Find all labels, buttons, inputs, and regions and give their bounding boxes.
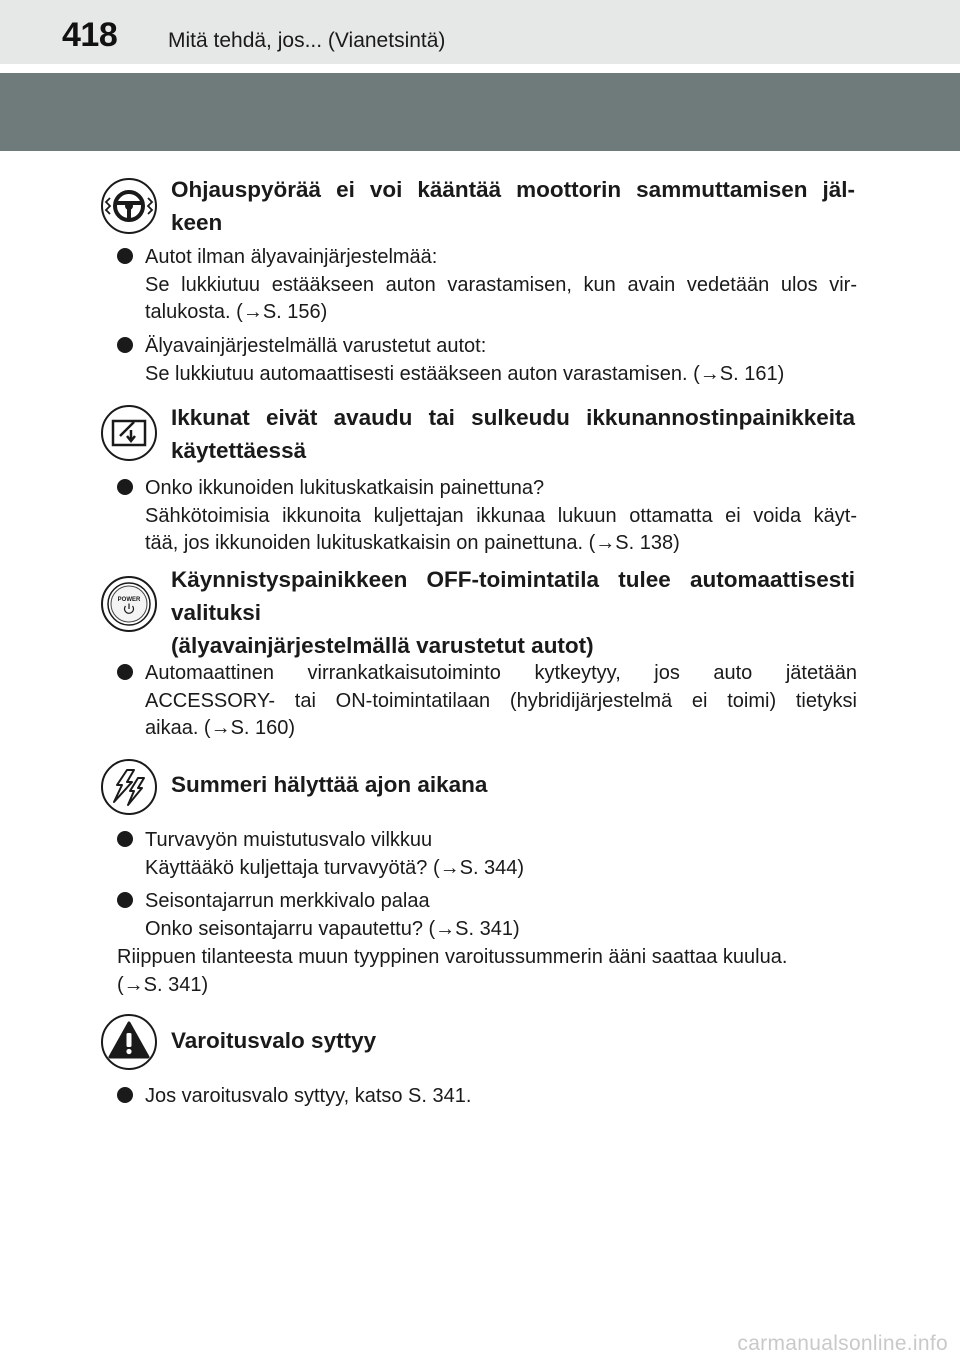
section-heading: Ohjauspyörää ei voi kääntää moottorin sammuttamisen jäl- keen <box>171 177 855 235</box>
warning-icon <box>100 1013 158 1071</box>
list-item: Automaattinen virrankatkaisutoiminto kytkeytyy, jos auto jätetään ACCESSORY- tai ON-toimintatilaan (hybridijärjestelmä ei toimi) tietyksi aikaa. (→S. 160) <box>117 660 857 743</box>
bullet-icon <box>117 1087 133 1103</box>
bullet-icon <box>117 337 133 353</box>
svg-text:POWER: POWER <box>117 597 141 603</box>
section-heading: Summeri hälyttää ajon aikana <box>171 772 488 797</box>
bullet-icon <box>117 831 133 847</box>
bullet-icon <box>117 664 133 680</box>
chapter-title: Mitä tehdä, jos... (Vianetsintä) <box>168 29 446 52</box>
section-banner <box>0 73 960 151</box>
watermark: carmanualsonline.info <box>737 1332 948 1355</box>
bullet-icon <box>117 479 133 495</box>
power-button-icon <box>100 575 158 633</box>
note-text: Riippuen tilanteesta muun tyyppinen varoitussummerin ääni saattaa kuulua. (→S. 341) <box>117 946 788 996</box>
list-item: Jos varoitusvalo syttyy, katso S. 341. <box>117 1083 857 1111</box>
bullet-icon <box>117 248 133 264</box>
section-heading: Ikkunat eivät avaudu tai sulkeudu ikkunannostinpainikkeita käytettäessä <box>171 405 855 463</box>
list-item: Turvavyön muistutusvalo vilkkuu Käyttääkö kuljettaja turvavyötä? (→S. 344) <box>117 827 857 882</box>
list-item: Onko ikkunoiden lukituskatkaisin painettuna? Sähkötoimisia ikkunoita kuljettajan ikkunaa lukuun ottamatta ei voida käyt- tää, jos ikkunoiden lukituskatkaisin on painettuna. (→S. 138) <box>117 475 857 558</box>
list-item: Seisontajarrun merkkivalo palaa Onko seisontajarru vapautettu? (→S. 341) <box>117 888 857 943</box>
bullet-icon <box>117 892 133 908</box>
section-heading: Käynnistyspainikkeen OFF-toimintatila tulee automaattisesti valituksi (älyavainjärjestelmällä varustetut autot) <box>171 567 855 658</box>
list-item: Älyavainjärjestelmällä varustetut autot: Se lukkiutuu automaattisesti estääkseen auton varastamisen. (→S. 161) <box>117 333 857 388</box>
buzzer-icon <box>100 758 158 816</box>
section-heading: Varoitusvalo syttyy <box>171 1028 377 1053</box>
power-window-icon <box>100 404 158 462</box>
steering-wheel-icon <box>100 177 158 235</box>
page-number: 418 <box>62 16 118 54</box>
page-header <box>0 0 960 64</box>
list-item: Autot ilman älyavainjärjestelmää: Se lukkiutuu estääkseen auton varastamisen, kun avain vedetään ulos vir- talukosta. (→S. 156) <box>117 244 857 327</box>
